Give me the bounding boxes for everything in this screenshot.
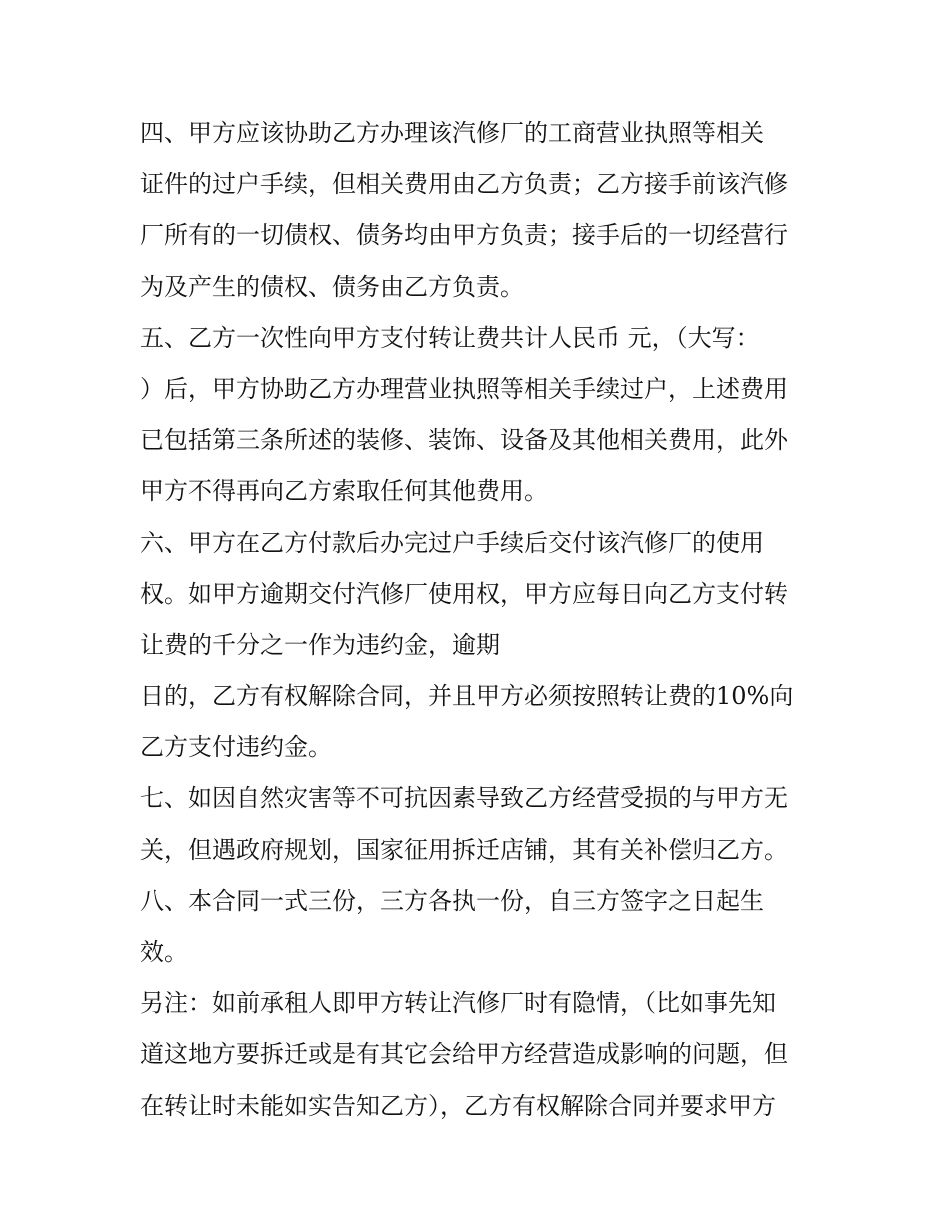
text-line: 另注：如前承租人即甲方转让汽修厂时有隐情，（比如事先知 (140, 989, 776, 1018)
contract-body-text (140, 108, 830, 1132)
text-line: 七、如因自然灾害等不可抗因素导致乙方经营受损的与甲方无 (140, 784, 788, 813)
text-line: 甲方不得再向乙方索取任何其他费用。 (140, 477, 548, 506)
text-line: 道这地方要拆迁或是有其它会给甲方经营造成影响的问题，但 (140, 1040, 788, 1069)
text-line: 关，但遇政府规划，国家征用拆迁店铺，其有关补偿归乙方。 (140, 835, 788, 864)
text-line: 在转让时未能如实告知乙方），乙方有权解除合同并要求甲方 (140, 1091, 776, 1120)
text-line: 为及产生的债权、债务由乙方负责。 (140, 272, 524, 301)
text-line: 乙方支付违约金。 (140, 733, 332, 762)
text-line: 效。 (140, 938, 188, 966)
text-line: 五、乙方一次性向甲方支付转让费共计人民币 元，（大写： (140, 323, 760, 352)
text-line: 已包括第三条所述的装修、装饰、设备及其他相关费用，此外 (140, 426, 788, 455)
text-line: 厂所有的一切债权、债务均由甲方负责；接手后的一切经营行 (140, 221, 788, 250)
text-line: 八、本合同一式三份，三方各执一份，自三方签字之日起生 (140, 886, 764, 915)
text-line: 日的，乙方有权解除合同，并且甲方必须按照转让费的10%向 (140, 682, 794, 711)
text-line: 六、甲方在乙方付款后办完过户手续后交付该汽修厂的使用 (140, 528, 764, 557)
text-line: ）后，甲方协助乙方办理营业执照等相关手续过户，上述费用 (140, 374, 788, 403)
text-line: 权。如甲方逾期交付汽修厂使用权，甲方应每日向乙方支付转 (140, 579, 788, 608)
text-line: 让费的千分之一作为违约金，逾期 (140, 630, 500, 659)
text-line: 证件的过户手续，但相关费用由乙方负责；乙方接手前该汽修 (140, 170, 788, 199)
text-line: 四、甲方应该协助乙方办理该汽修厂的工商营业执照等相关 (140, 119, 764, 147)
